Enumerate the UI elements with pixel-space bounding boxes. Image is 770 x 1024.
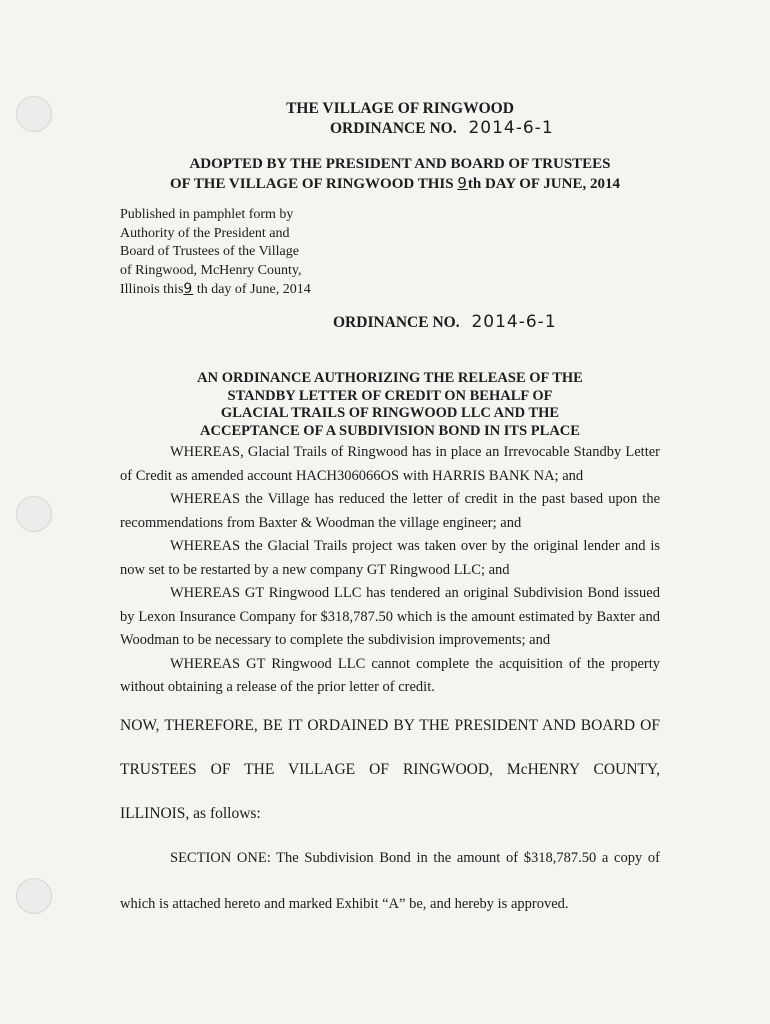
title-line: STANDBY LETTER OF CREDIT ON BEHALF OF xyxy=(227,387,553,404)
adopted-line-2-suffix: th DAY OF JUNE, 2014 xyxy=(467,176,620,192)
adopted-line-1: ADOPTED BY THE PRESIDENT AND BOARD OF TRUSTEES xyxy=(189,156,611,172)
section-one: SECTION ONE: The Subdivision Bond in the amount of $318,787.50 a copy of which is attached hereto and marked Exhibit “A” be, and hereby is approved. xyxy=(120,850,660,912)
ordinance-label-2: ORDINANCE NO. xyxy=(333,314,460,331)
publication-notice xyxy=(120,206,311,300)
whereas-clause: WHEREAS, Glacial Trails of Ringwood has in place an Irrevocable Standby Letter of Credit as amended account HACH306066OS with HARRIS BANK NA; and xyxy=(120,444,660,484)
title-line: AN ORDINANCE AUTHORIZING THE RELEASE OF THE xyxy=(197,370,583,386)
publication-prefix: Illinois this xyxy=(120,282,184,297)
publication-line: Published in pamphlet form by xyxy=(120,207,294,222)
adopted-line-2-prefix: OF THE VILLAGE OF RINGWOOD THIS xyxy=(170,176,454,192)
title-line: ACCEPTANCE OF A SUBDIVISION BOND IN ITS PLACE xyxy=(200,422,580,439)
title-line: GLACIAL TRAILS OF RINGWOOD LLC AND THE xyxy=(220,405,560,421)
publication-line: Board of Trustees of the Village xyxy=(120,244,299,259)
ordinance-heading-2 xyxy=(333,312,557,332)
ordinance-number-handwritten: 2014-6-1 xyxy=(468,118,554,138)
publication-suffix: th day of June, 2014 xyxy=(193,282,311,297)
ordinance-title xyxy=(160,370,620,440)
whereas-clause: WHEREAS GT Ringwood LLC cannot complete the acquisition of the property without obtaining a release of the prior letter of credit. xyxy=(120,655,660,695)
adopted-line-2 xyxy=(0,174,770,193)
whereas-clause: WHEREAS the Glacial Trails project was taken over by the original lender and is now set to be restarted by a new company GT Ringwood LLC; and xyxy=(120,538,660,578)
whereas-clause: WHEREAS the Village has reduced the letter of credit in the past based upon the recommendations from Baxter & Woodman the village engineer; and xyxy=(120,491,660,531)
ordinance-label: ORDINANCE NO. xyxy=(330,120,457,137)
ordinance-heading xyxy=(330,118,554,138)
publication-day-handwritten: 9 xyxy=(183,281,194,297)
now-therefore-clause: NOW, THEREFORE, BE IT ORDAINED BY THE PRESIDENT AND BOARD OF TRUSTEES OF THE VILLAGE OF RINGWOOD, McHENRY COUNTY, ILLINOIS, as follows: xyxy=(120,717,660,822)
publication-line xyxy=(120,280,311,300)
adopted-day-handwritten: 9 xyxy=(457,174,468,192)
punch-hole-middle xyxy=(16,496,52,532)
whereas-clauses xyxy=(120,441,660,700)
ordinance-number-handwritten-2: 2014-6-1 xyxy=(471,312,557,332)
publication-line: Authority of the President and xyxy=(120,225,290,241)
whereas-clause: WHEREAS GT Ringwood LLC has tendered an original Subdivision Bond issued by Lexon Insurance Company for $318,787.50 which is the amount estimated by Baxter and Woodman to be necessary to complete the subdivision improvements; and xyxy=(120,585,660,648)
punch-hole-bottom xyxy=(16,878,52,914)
village-heading: THE VILLAGE OF RINGWOOD xyxy=(286,100,514,117)
publication-line: of Ringwood, McHenry County, xyxy=(120,262,302,278)
